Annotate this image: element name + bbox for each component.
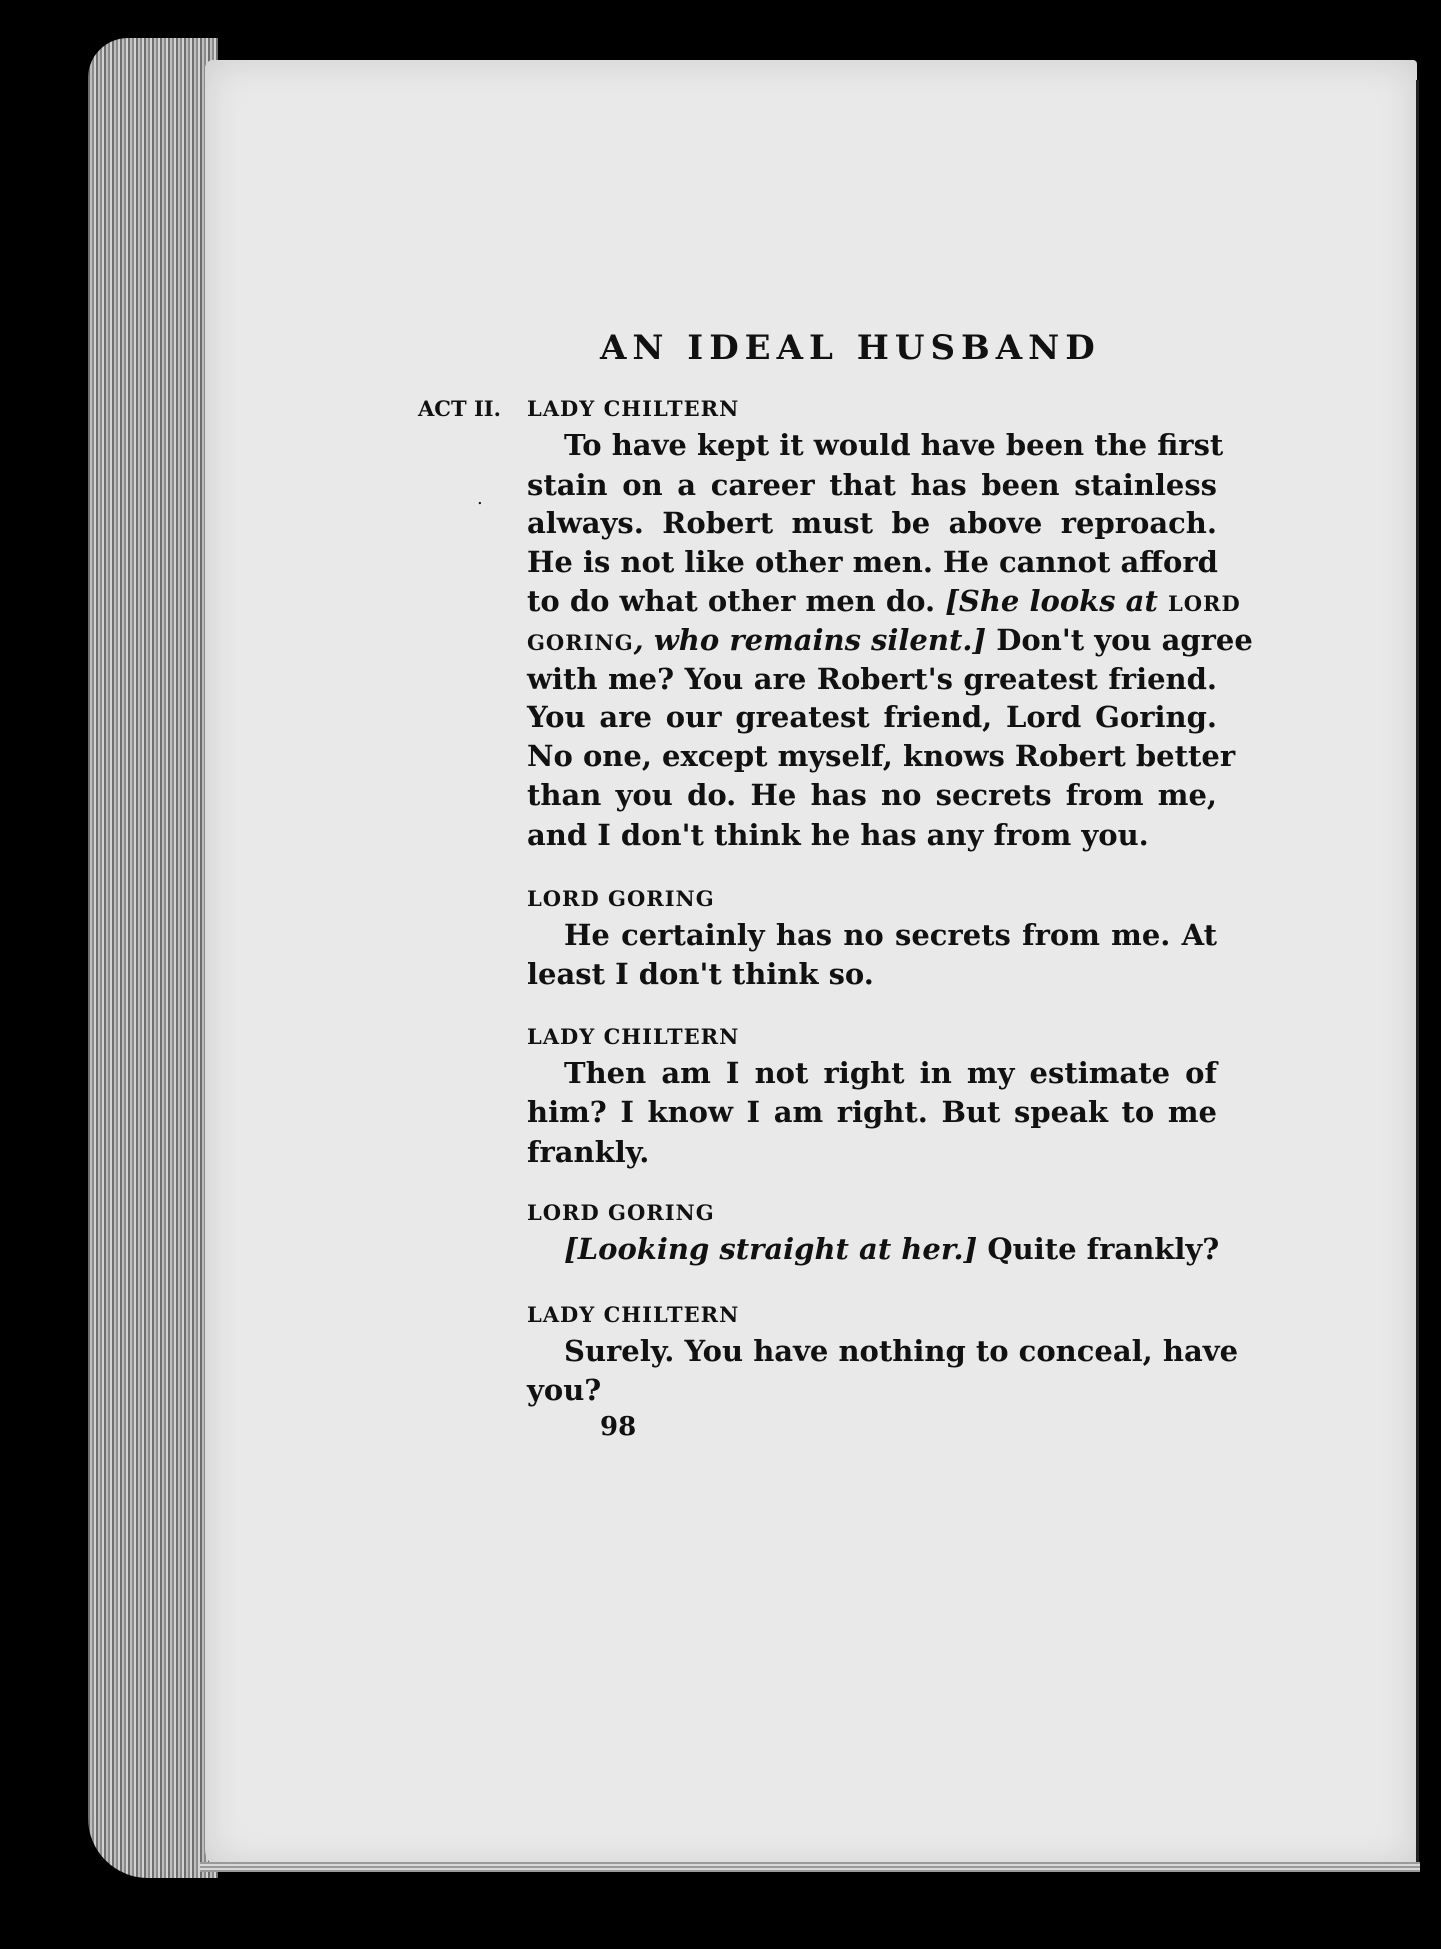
speaker-name: LORD GORING	[527, 886, 715, 911]
gutter-line	[1416, 80, 1419, 1870]
text-line: him? I know I am right. But speak to me	[527, 1095, 1217, 1129]
speaker-name: LADY CHILTERN	[527, 396, 740, 421]
text-line: He is not like other men. He cannot afford	[527, 545, 1218, 579]
speaker-name: LADY CHILTERN	[527, 1302, 740, 1327]
stage-direction: [She looks at	[945, 584, 1168, 618]
text-line: always. Robert must be above reproach.	[527, 506, 1217, 540]
ink-speck: .	[477, 488, 483, 509]
text-line: least I don't think so.	[527, 957, 874, 991]
stage-direction-name: GORING	[527, 630, 634, 655]
text-fragment: to do what other men do.	[527, 584, 936, 618]
page-number: 98	[600, 1412, 637, 1442]
text-line: with me? You are Robert's greatest friend.	[527, 662, 1217, 696]
speaker-name: LORD GORING	[527, 1200, 715, 1225]
speaker-name: LADY CHILTERN	[527, 1024, 740, 1049]
stage-direction: , who remains silent.]	[633, 623, 987, 657]
text-fragment: Don't you agree	[986, 623, 1253, 657]
page-bottom-edge	[200, 1862, 1420, 1872]
text-line: frankly.	[527, 1135, 650, 1169]
page-stack-edge	[88, 38, 218, 1878]
text-line: No one, except myself, knows Robert better	[527, 739, 1236, 773]
text-line: you?	[527, 1373, 602, 1407]
running-head: AN IDEAL HUSBAND	[600, 328, 1101, 368]
stage-direction-name: LORD	[1167, 591, 1241, 616]
stage-direction: [Looking straight at her.]	[564, 1232, 978, 1266]
text-line-with-direction	[564, 1232, 1220, 1266]
text-line: than you do. He has no secrets from me,	[527, 778, 1217, 812]
text-line: He certainly has no secrets from me. At	[564, 918, 1217, 952]
text-line: To have kept it would have been the first	[564, 428, 1224, 462]
text-line: Then am I not right in my estimate of	[564, 1056, 1217, 1090]
text-line-with-direction	[527, 623, 1253, 657]
act-label: ACT II.	[418, 396, 501, 421]
text-line: Surely. You have nothing to conceal, have	[564, 1334, 1239, 1368]
text-line-with-direction	[527, 584, 1241, 618]
text-line: You are our greatest friend, Lord Goring.	[527, 700, 1217, 734]
text-line: stain on a career that has been stainless	[527, 468, 1217, 502]
text-line: and I don't think he has any from you.	[527, 818, 1149, 852]
text-fragment: Quite frankly?	[977, 1232, 1220, 1266]
